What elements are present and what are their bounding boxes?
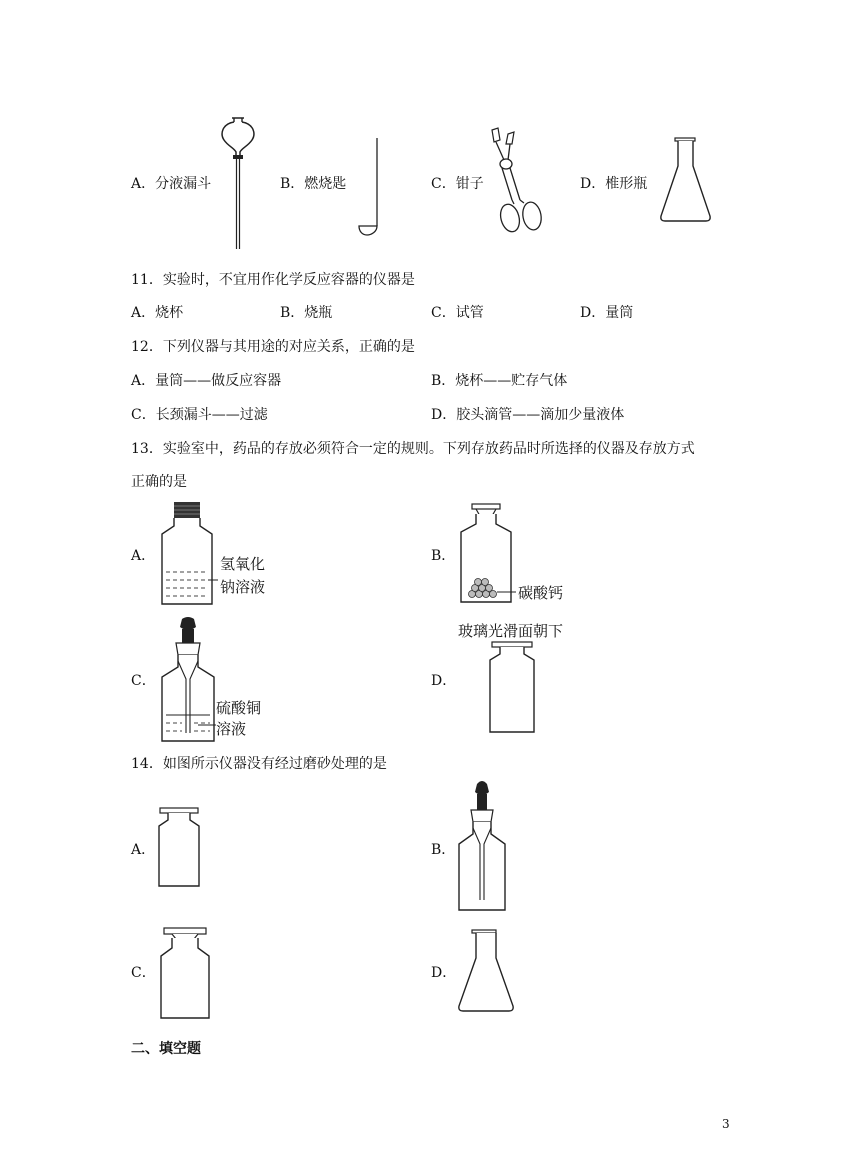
separatory-funnel-image xyxy=(218,116,258,252)
option-letter: A． xyxy=(131,305,156,321)
option-text: 试管 xyxy=(455,305,484,321)
option-text: 长颈漏斗——过滤 xyxy=(155,407,268,423)
q14-option-b-letter: B． xyxy=(431,842,456,858)
q13-stem-line2: 正确的是 xyxy=(131,474,187,490)
q10-option-c xyxy=(431,174,484,194)
q13-option-b-letter: B． xyxy=(431,548,456,564)
q14-option-d-letter: D． xyxy=(431,965,457,981)
option-text: 燃烧匙 xyxy=(304,176,347,192)
q13-a-bottle-image xyxy=(160,500,216,608)
option-text: 烧瓶 xyxy=(304,305,333,321)
q10-option-d xyxy=(580,174,647,194)
q14-c-ground-glass-bottle-image xyxy=(158,926,212,1022)
q13-d-bottle-image xyxy=(486,640,538,736)
q12-option-b xyxy=(431,371,567,391)
option-text: 烧杯 xyxy=(155,305,184,321)
page-number: 3 xyxy=(722,1117,730,1131)
option-text: 胶头滴管——滴加少量液体 xyxy=(456,407,625,423)
q14-b-dropper-bottle-image xyxy=(456,778,508,914)
section-heading: 二、填空题 xyxy=(131,1041,201,1057)
q13-option-a-letter: A． xyxy=(131,548,156,564)
option-letter: B． xyxy=(280,176,305,192)
option-letter: B． xyxy=(280,305,305,321)
q12-stem: 12．下列仪器与其用途的对应关系，正确的是 xyxy=(131,339,415,355)
q11-option-c xyxy=(431,303,484,323)
conical-flask-image xyxy=(658,136,714,224)
q14-stem: 14．如图所示仪器没有经过磨砂处理的是 xyxy=(131,756,387,772)
q13-b-label: 碳酸钙 xyxy=(518,584,564,602)
option-letter: D． xyxy=(580,305,606,321)
option-text: 量筒 xyxy=(605,305,634,321)
q10-option-b xyxy=(280,174,346,194)
q14-option-c-letter: C． xyxy=(131,965,156,981)
combustion-spoon-image xyxy=(357,138,389,238)
q13-c-label-line2: 溶液 xyxy=(216,720,247,738)
option-text: 钳子 xyxy=(455,176,484,192)
q11-option-b xyxy=(280,303,332,323)
q12-option-d xyxy=(431,405,624,425)
option-text: 分液漏斗 xyxy=(155,176,212,192)
q12-option-a xyxy=(131,371,281,391)
q13-a-label-line1: 氢氧化 xyxy=(220,555,266,573)
q11-stem: 11．实验时，不宜用作化学反应容器的仪器是 xyxy=(131,272,415,288)
option-text: 烧杯——贮存气体 xyxy=(455,373,568,389)
option-letter: C． xyxy=(431,176,456,192)
q13-option-c-letter: C． xyxy=(131,673,156,689)
q11-option-a xyxy=(131,303,183,323)
q13-stem-line1: 13．实验室中，药品的存放必须符合一定的规则。下列存放药品时所选择的仪器及存放方式 xyxy=(131,441,695,457)
crucible-tongs-image xyxy=(484,126,550,242)
q13-b-bottle-image xyxy=(458,502,514,606)
q13-a-label-line2: 钠溶液 xyxy=(220,578,266,596)
q13-d-label: 玻璃光滑面朝下 xyxy=(458,622,564,640)
q14-d-conical-flask-image xyxy=(456,928,516,1014)
q13-c-label-line1: 硫酸铜 xyxy=(216,699,262,717)
option-letter: A． xyxy=(131,176,156,192)
q13-option-d-letter: D． xyxy=(431,673,457,689)
option-text: 椎形瓶 xyxy=(605,176,648,192)
q14-a-wide-mouth-bottle-image xyxy=(156,806,202,890)
option-letter: D． xyxy=(431,407,457,423)
option-letter: C． xyxy=(131,407,156,423)
option-letter: C． xyxy=(431,305,456,321)
option-text: 量筒——做反应容器 xyxy=(155,373,282,389)
q14-option-a-letter: A． xyxy=(131,842,156,858)
q13-c-dropper-bottle-image xyxy=(158,615,218,745)
option-letter: B． xyxy=(431,373,456,389)
q12-option-c xyxy=(131,405,268,425)
option-letter: D． xyxy=(580,176,606,192)
q10-option-a xyxy=(131,174,211,194)
q11-option-d xyxy=(580,303,633,323)
option-letter: A． xyxy=(131,373,156,389)
